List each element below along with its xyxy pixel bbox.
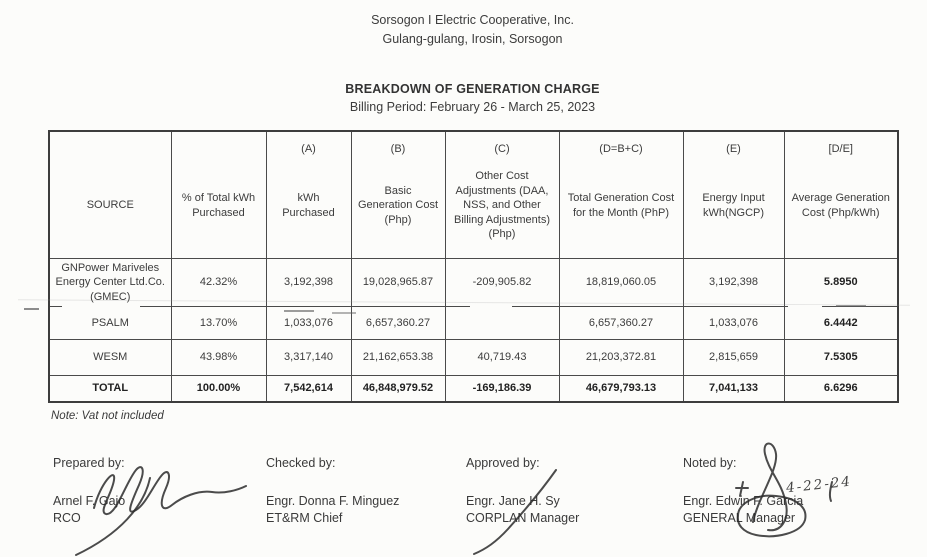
cell-energy-input: 1,033,076 [683, 307, 784, 340]
checked-by-title: ET&RM Chief [266, 511, 343, 525]
cell-pct: 42.32% [171, 259, 266, 307]
org-address: Gulang-gulang, Irosin, Sorsogon [382, 32, 563, 46]
cell-energy-input: 2,815,659 [683, 340, 784, 376]
cell-source: WESM [49, 340, 171, 376]
noted-by-title: GENERAL Manager [683, 511, 796, 525]
column-label-total: Total Generation Cost for the Month (PhP) [567, 191, 675, 219]
column-tag-e: (E) [726, 143, 741, 155]
approved-by-name: Engr. Jane H. Sy [466, 494, 560, 508]
column-label-basic: Basic Generation Cost (Php) [357, 184, 439, 226]
generation-charge-table [48, 130, 899, 403]
prepared-by-title: RCO [53, 511, 81, 525]
scan-artifact-dash [24, 308, 39, 310]
cell-average: 6.4442 [784, 307, 898, 340]
column-label-energy-input: Energy Input kWh(NGCP) [702, 191, 765, 219]
cell-energy-input: 3,192,398 [683, 259, 784, 307]
org-name: Sorsogon I Electric Cooperative, Inc. [371, 13, 574, 27]
document-title: BREAKDOWN OF GENERATION CHARGE [345, 82, 600, 96]
scan-artifact-gap [470, 305, 512, 310]
signature-block-approved [466, 456, 646, 527]
cell-total: 6,657,360.27 [559, 307, 683, 340]
header-cell-adjustments [445, 131, 559, 259]
cell-energy-input: 7,041,133 [683, 376, 784, 402]
cell-average: 7.5305 [784, 340, 898, 376]
prepared-by-label: Prepared by: [53, 456, 125, 470]
column-tag-c: (C) [494, 143, 510, 155]
vat-note: Note: Vat not included [51, 410, 164, 422]
cell-total: 18,819,060.05 [559, 259, 683, 307]
cell-adjustments: -169,186.39 [445, 376, 559, 402]
cell-total: 46,679,793.13 [559, 376, 683, 402]
checked-by-label: Checked by: [266, 456, 336, 470]
header-cell-average [784, 131, 898, 259]
cell-kwh: 1,033,076 [266, 307, 351, 340]
cell-basic: 46,848,979.52 [351, 376, 445, 402]
cell-source: GNPower Mariveles Energy Center Ltd.Co. (GMEC) [49, 259, 171, 307]
signature-block-noted [683, 456, 863, 527]
cell-adjustments: 40,719.43 [445, 340, 559, 376]
cell-average: 6.6296 [784, 376, 898, 402]
header-cell-source [49, 131, 171, 259]
cell-basic: 6,657,360.27 [351, 307, 445, 340]
table-row-wesm [49, 340, 898, 376]
cell-basic: 21,162,653.38 [351, 340, 445, 376]
noted-by-label: Noted by: [683, 456, 737, 470]
table-row-total [49, 376, 898, 402]
header-cell-kwh [266, 131, 351, 259]
column-label-adjustments: Other Cost Adjustments (DAA, NSS, and Other Billing Adjustments) (Php) [454, 170, 550, 241]
cell-adjustments: -209,905.82 [445, 259, 559, 307]
column-tag [177, 142, 261, 157]
scan-artifact-gap [62, 305, 140, 310]
column-label-source: SOURCE [86, 199, 134, 212]
column-tag-d: (D=B+C) [599, 143, 643, 155]
prepared-by-name: Arnel F. Gajo [53, 494, 126, 508]
cell-average: 5.8950 [784, 259, 898, 307]
column-label-kwh: kWh Purchased [282, 191, 335, 219]
header-cell-pct [171, 131, 266, 259]
cell-kwh: 3,317,140 [266, 340, 351, 376]
cell-kwh: 3,192,398 [266, 259, 351, 307]
approved-by-title: CORPLAN Manager [466, 511, 580, 525]
column-label-pct: % of Total kWh Purchased [181, 191, 256, 219]
header-cell-energy-input [683, 131, 784, 259]
cell-pct: 100.00% [171, 376, 266, 402]
approved-by-label: Approved by: [466, 456, 540, 470]
cell-adjustments [445, 307, 559, 340]
billing-period: Billing Period: February 26 - March 25, 2023 [349, 100, 596, 114]
scan-artifact-dash [284, 310, 314, 312]
cell-source-total: TOTAL [49, 376, 171, 402]
cell-total: 21,203,372.81 [559, 340, 683, 376]
scan-artifact-gap [788, 305, 822, 310]
column-tag-a: (A) [301, 143, 316, 155]
table-row-psalm [49, 307, 898, 340]
cell-pct: 43.98% [171, 340, 266, 376]
cell-kwh: 7,542,614 [266, 376, 351, 402]
cell-source: PSALM [49, 307, 171, 340]
column-tag [55, 142, 166, 157]
header-cell-basic [351, 131, 445, 259]
signature-block-prepared [53, 456, 233, 527]
handwritten-date: 4-22-24 [785, 473, 853, 497]
header-cell-total [559, 131, 683, 259]
table-header-row [49, 131, 898, 259]
scan-artifact-dash [836, 305, 866, 307]
scan-artifact-dash [332, 312, 356, 314]
signature-block-checked [266, 456, 446, 527]
cell-pct: 13.70% [171, 307, 266, 340]
column-tag-b: (B) [390, 143, 406, 155]
column-tag-de: [D/E] [828, 143, 853, 155]
column-label-average: Average Generation Cost (Php/kWh) [791, 191, 890, 219]
checked-by-name: Engr. Donna F. Minguez [266, 494, 400, 508]
cell-basic: 19,028,965.87 [351, 259, 445, 307]
noted-by-name: Engr. Edwin F. Garcia [683, 494, 804, 508]
